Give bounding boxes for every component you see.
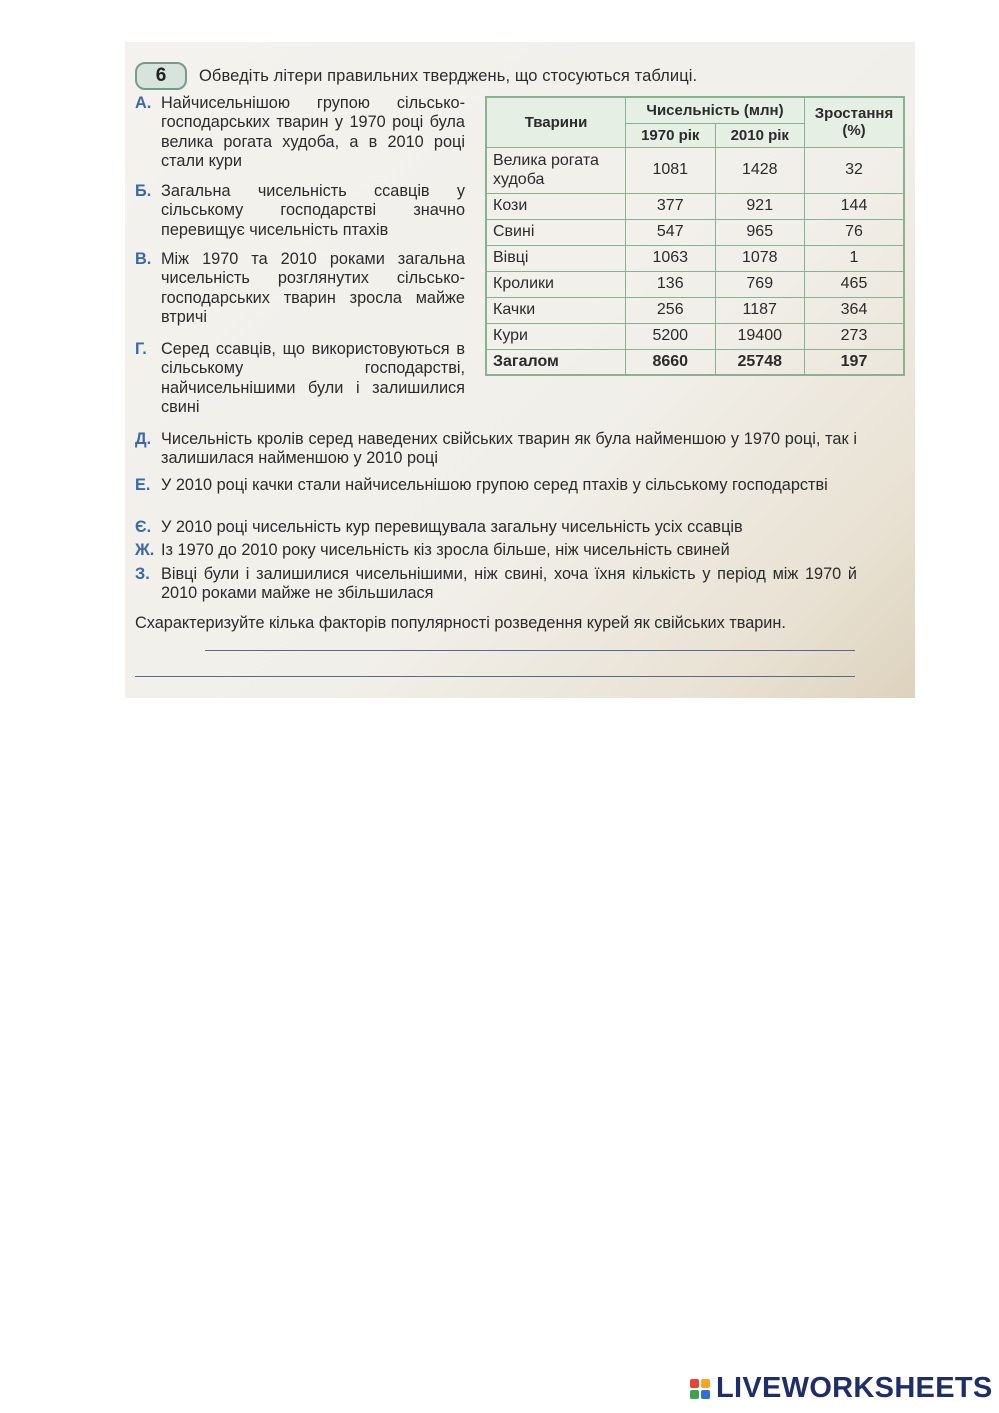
cell-animal: Велика рогата худоба (486, 147, 626, 193)
logo-mark-icon (690, 1379, 710, 1399)
cell-1970: 377 (626, 193, 716, 219)
cell-growth: 364 (805, 297, 905, 323)
statement-text: У 2010 році чисельність кур перевищувала загальну чисельність усіх ссавців (161, 518, 743, 536)
statement-text: Між 1970 та 2010 роками загальна чисельність розглянутих сільсько-господарських тварин зросла майже втричі (161, 250, 465, 327)
task-instruction: Обведіть літери правильних тверджень, що стосуються таблиці. (199, 66, 698, 85)
cell-2010: 965 (715, 219, 805, 245)
cell-growth: 1 (805, 245, 905, 271)
table-row (486, 245, 904, 271)
cell-animal: Кози (486, 193, 626, 219)
cell-1970: 1063 (626, 245, 716, 271)
statement-text: Серед ссавців, що використовуються в сільському господарстві, найчисельнішими були і залишилися свині (161, 340, 465, 417)
header-count: Чисельність (млн) (626, 97, 805, 123)
table-row (486, 193, 904, 219)
cell-growth: 273 (805, 323, 905, 349)
header-2010: 2010 рік (715, 123, 805, 147)
cell-2010: 921 (715, 193, 805, 219)
cell-2010: 1078 (715, 245, 805, 271)
statement-b[interactable] (135, 182, 465, 240)
cell-2010: 769 (715, 271, 805, 297)
statement-letter: З. (135, 565, 150, 583)
statement-letter: Ж. (135, 541, 155, 559)
livestock-table (485, 96, 905, 376)
logo-text: LIVEWORKSHEETS (716, 1372, 993, 1404)
statement-letter: Д. (135, 430, 152, 448)
cell-animal: Загалом (486, 349, 626, 375)
statement-ye[interactable] (135, 518, 857, 537)
statement-a[interactable] (135, 94, 465, 172)
cell-growth: 144 (805, 193, 905, 219)
cell-1970: 8660 (626, 349, 716, 375)
table-row (486, 219, 904, 245)
cell-2010: 19400 (715, 323, 805, 349)
header-1970: 1970 рік (626, 123, 716, 147)
cell-growth: 32 (805, 147, 905, 193)
open-question: Схарактеризуйте кілька факторів популярності розведення курей як свійських тварин. (135, 614, 786, 632)
statement-text: Найчисельнішою групою сільсько-господарських тварин у 1970 році була велика рогата худоба, а в 2010 році стали кури (161, 94, 465, 171)
table-total-row (486, 349, 904, 375)
statement-zh[interactable] (135, 541, 857, 560)
statement-h[interactable] (135, 340, 465, 418)
cell-1970: 547 (626, 219, 716, 245)
cell-growth: 197 (805, 349, 905, 375)
statement-letter: В. (135, 250, 152, 268)
cell-animal: Вівці (486, 245, 626, 271)
logo-square-icon (690, 1379, 699, 1388)
table-row (486, 297, 904, 323)
cell-1970: 5200 (626, 323, 716, 349)
cell-growth: 76 (805, 219, 905, 245)
logo-square-icon (690, 1390, 699, 1399)
cell-animal: Качки (486, 297, 626, 323)
statement-letter: А. (135, 94, 152, 112)
statement-text: Чисельність кролів серед наведених свійських тварин як була найменшою у 1970 році, так і залишилася найменшою у 2010 році (161, 430, 857, 468)
cell-2010: 1428 (715, 147, 805, 193)
table-row (486, 147, 904, 193)
statement-e[interactable] (135, 476, 857, 495)
cell-2010: 1187 (715, 297, 805, 323)
answer-line[interactable] (205, 650, 855, 651)
statement-z[interactable] (135, 565, 857, 604)
statement-letter: Е. (135, 476, 151, 494)
statement-letter: Г. (135, 340, 147, 358)
liveworksheets-logo (690, 1372, 993, 1405)
cell-1970: 136 (626, 271, 716, 297)
statement-letter: Б. (135, 182, 152, 200)
table-row (486, 323, 904, 349)
cell-animal: Кролики (486, 271, 626, 297)
task-header (135, 62, 697, 90)
cell-2010: 25748 (715, 349, 805, 375)
header-growth: Зростання (%) (805, 97, 905, 147)
statement-v[interactable] (135, 250, 465, 328)
logo-square-icon (701, 1379, 710, 1388)
statement-d[interactable] (135, 430, 857, 469)
header-animals: Тварини (486, 97, 626, 147)
task-number-badge: 6 (135, 62, 187, 90)
statement-text: У 2010 році качки стали найчисельнішою групою серед птахів у сільському господарстві (161, 476, 828, 494)
cell-animal: Кури (486, 323, 626, 349)
statement-text: Вівці були і залишилися чисельнішими, ніж свині, хоча їхня кількість у період між 1970 й 2010 роками майже не збільшилася (161, 565, 857, 603)
cell-1970: 256 (626, 297, 716, 323)
cell-growth: 465 (805, 271, 905, 297)
cell-1970: 1081 (626, 147, 716, 193)
statement-letter: Є. (135, 518, 152, 536)
table-row (486, 271, 904, 297)
statement-text: Із 1970 до 2010 року чисельність кіз зросла більше, ніж чисельність свиней (161, 541, 730, 559)
statement-text: Загальна чисельність ссавців у сільському господарстві значно перевищує чисельність птахів (161, 182, 465, 239)
answer-line[interactable] (135, 676, 855, 677)
logo-square-icon (701, 1390, 710, 1399)
cell-animal: Свині (486, 219, 626, 245)
